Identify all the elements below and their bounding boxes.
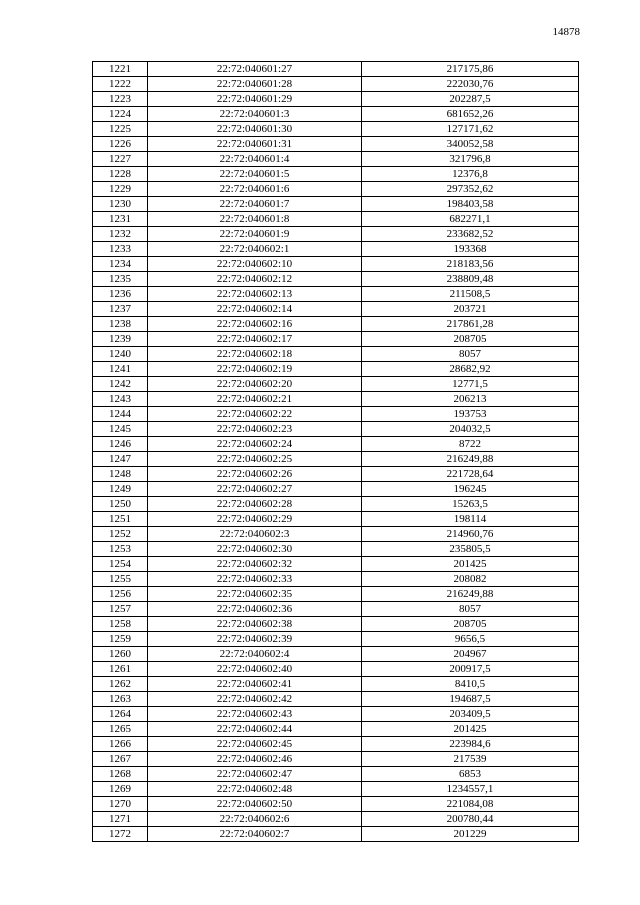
row-number-cell: 1255 (93, 572, 148, 587)
cadastral-value-cell: 200917,5 (362, 662, 579, 677)
cadastral-number-cell: 22:72:040602:50 (148, 797, 362, 812)
table-body (93, 62, 579, 842)
table-row (93, 392, 579, 407)
cadastral-number-cell: 22:72:040602:35 (148, 587, 362, 602)
row-number-cell: 1258 (93, 617, 148, 632)
row-number-cell: 1252 (93, 527, 148, 542)
row-number-cell: 1268 (93, 767, 148, 782)
cadastral-value-cell: 203721 (362, 302, 579, 317)
table-row (93, 317, 579, 332)
table-row (93, 782, 579, 797)
cadastral-value-cell: 196245 (362, 482, 579, 497)
table-row (93, 167, 579, 182)
row-number-cell: 1266 (93, 737, 148, 752)
table-row (93, 752, 579, 767)
cadastral-number-cell: 22:72:040602:33 (148, 572, 362, 587)
cadastral-number-cell: 22:72:040601:6 (148, 182, 362, 197)
cadastral-value-cell: 127171,62 (362, 122, 579, 137)
table-row (93, 197, 579, 212)
table-row (93, 677, 579, 692)
table-row (93, 257, 579, 272)
table-row (93, 182, 579, 197)
table-row (93, 707, 579, 722)
cadastral-number-cell: 22:72:040602:4 (148, 647, 362, 662)
row-number-cell: 1260 (93, 647, 148, 662)
row-number-cell: 1235 (93, 272, 148, 287)
cadastral-value-cell: 201425 (362, 722, 579, 737)
cadastral-value-cell: 235805,5 (362, 542, 579, 557)
cadastral-number-cell: 22:72:040602:23 (148, 422, 362, 437)
table-row (93, 212, 579, 227)
cadastral-number-cell: 22:72:040601:5 (148, 167, 362, 182)
table-row (93, 797, 579, 812)
row-number-cell: 1265 (93, 722, 148, 737)
cadastral-number-cell: 22:72:040601:9 (148, 227, 362, 242)
cadastral-number-cell: 22:72:040601:31 (148, 137, 362, 152)
cadastral-number-cell: 22:72:040602:40 (148, 662, 362, 677)
cadastral-value-cell: 221728,64 (362, 467, 579, 482)
row-number-cell: 1245 (93, 422, 148, 437)
cadastral-value-cell: 8722 (362, 437, 579, 452)
row-number-cell: 1269 (93, 782, 148, 797)
table-row (93, 332, 579, 347)
row-number-cell: 1247 (93, 452, 148, 467)
row-number-cell: 1223 (93, 92, 148, 107)
row-number-cell: 1251 (93, 512, 148, 527)
cadastral-value-cell: 193368 (362, 242, 579, 257)
table-row (93, 107, 579, 122)
row-number-cell: 1250 (93, 497, 148, 512)
cadastral-value-cell: 206213 (362, 392, 579, 407)
cadastral-value-cell: 200780,44 (362, 812, 579, 827)
cadastral-value-cell: 214960,76 (362, 527, 579, 542)
cadastral-value-cell: 682271,1 (362, 212, 579, 227)
cadastral-value-cell: 15263,5 (362, 497, 579, 512)
row-number-cell: 1240 (93, 347, 148, 362)
table-row (93, 362, 579, 377)
table-row (93, 827, 579, 842)
cadastral-value-cell: 297352,62 (362, 182, 579, 197)
row-number-cell: 1221 (93, 62, 148, 77)
cadastral-number-cell: 22:72:040601:29 (148, 92, 362, 107)
cadastral-number-cell: 22:72:040601:7 (148, 197, 362, 212)
cadastral-number-cell: 22:72:040602:41 (148, 677, 362, 692)
table-row (93, 422, 579, 437)
cadastral-value-cell: 198403,58 (362, 197, 579, 212)
row-number-cell: 1228 (93, 167, 148, 182)
table-row (93, 137, 579, 152)
table-row (93, 287, 579, 302)
cadastral-value-cell: 193753 (362, 407, 579, 422)
cadastral-value-cell: 201425 (362, 557, 579, 572)
cadastral-number-cell: 22:72:040602:14 (148, 302, 362, 317)
cadastral-number-cell: 22:72:040602:10 (148, 257, 362, 272)
cadastral-value-cell: 208705 (362, 332, 579, 347)
cadastral-number-cell: 22:72:040601:28 (148, 77, 362, 92)
cadastral-number-cell: 22:72:040602:12 (148, 272, 362, 287)
cadastral-number-cell: 22:72:040602:32 (148, 557, 362, 572)
cadastral-value-cell: 6853 (362, 767, 579, 782)
cadastral-number-cell: 22:72:040602:16 (148, 317, 362, 332)
cadastral-number-cell: 22:72:040602:38 (148, 617, 362, 632)
table-row (93, 722, 579, 737)
row-number-cell: 1231 (93, 212, 148, 227)
cadastral-number-cell: 22:72:040602:17 (148, 332, 362, 347)
table-row (93, 92, 579, 107)
row-number-cell: 1227 (93, 152, 148, 167)
row-number-cell: 1229 (93, 182, 148, 197)
cadastral-value-cell: 238809,48 (362, 272, 579, 287)
cadastral-value-cell: 202287,5 (362, 92, 579, 107)
cadastral-number-cell: 22:72:040602:1 (148, 242, 362, 257)
cadastral-number-cell: 22:72:040601:4 (148, 152, 362, 167)
cadastral-value-cell: 208705 (362, 617, 579, 632)
row-number-cell: 1267 (93, 752, 148, 767)
cadastral-value-cell: 681652,26 (362, 107, 579, 122)
cadastral-value-cell: 216249,88 (362, 587, 579, 602)
cadastral-value-cell: 12376,8 (362, 167, 579, 182)
cadastral-value-cell: 208082 (362, 572, 579, 587)
row-number-cell: 1270 (93, 797, 148, 812)
cadastral-number-cell: 22:72:040601:8 (148, 212, 362, 227)
table-row (93, 377, 579, 392)
table-row (93, 557, 579, 572)
row-number-cell: 1263 (93, 692, 148, 707)
cadastral-number-cell: 22:72:040602:26 (148, 467, 362, 482)
row-number-cell: 1264 (93, 707, 148, 722)
row-number-cell: 1230 (93, 197, 148, 212)
cadastral-value-cell: 204032,5 (362, 422, 579, 437)
cadastral-number-cell: 22:72:040602:21 (148, 392, 362, 407)
row-number-cell: 1259 (93, 632, 148, 647)
table-row (93, 602, 579, 617)
row-number-cell: 1253 (93, 542, 148, 557)
cadastral-value-cell: 217861,28 (362, 317, 579, 332)
row-number-cell: 1226 (93, 137, 148, 152)
cadastral-number-cell: 22:72:040602:36 (148, 602, 362, 617)
row-number-cell: 1244 (93, 407, 148, 422)
table-row (93, 272, 579, 287)
cadastral-number-cell: 22:72:040602:28 (148, 497, 362, 512)
cadastral-number-cell: 22:72:040602:43 (148, 707, 362, 722)
row-number-cell: 1257 (93, 602, 148, 617)
table-row (93, 122, 579, 137)
cadastral-number-cell: 22:72:040601:30 (148, 122, 362, 137)
cadastral-value-cell: 198114 (362, 512, 579, 527)
table-row (93, 467, 579, 482)
cadastral-value-cell: 8057 (362, 347, 579, 362)
cadastral-number-cell: 22:72:040602:44 (148, 722, 362, 737)
table-row (93, 572, 579, 587)
cadastral-value-cell: 216249,88 (362, 452, 579, 467)
cadastral-value-cell: 194687,5 (362, 692, 579, 707)
row-number-cell: 1249 (93, 482, 148, 497)
cadastral-value-cell: 203409,5 (362, 707, 579, 722)
table-row (93, 527, 579, 542)
row-number-cell: 1222 (93, 77, 148, 92)
table-row (93, 77, 579, 92)
row-number-cell: 1238 (93, 317, 148, 332)
row-number-cell: 1272 (93, 827, 148, 842)
cadastral-value-cell: 1234557,1 (362, 782, 579, 797)
table-row (93, 662, 579, 677)
cadastral-value-cell: 340052,58 (362, 137, 579, 152)
cadastral-number-cell: 22:72:040602:22 (148, 407, 362, 422)
cadastral-number-cell: 22:72:040602:19 (148, 362, 362, 377)
row-number-cell: 1246 (93, 437, 148, 452)
row-number-cell: 1239 (93, 332, 148, 347)
table-row (93, 242, 579, 257)
cadastral-number-cell: 22:72:040602:48 (148, 782, 362, 797)
row-number-cell: 1261 (93, 662, 148, 677)
table-row (93, 617, 579, 632)
row-number-cell: 1237 (93, 302, 148, 317)
cadastral-number-cell: 22:72:040602:7 (148, 827, 362, 842)
row-number-cell: 1254 (93, 557, 148, 572)
table-row (93, 542, 579, 557)
cadastral-number-cell: 22:72:040602:20 (148, 377, 362, 392)
table-row (93, 587, 579, 602)
table-row (93, 407, 579, 422)
table-row (93, 302, 579, 317)
cadastral-number-cell: 22:72:040602:3 (148, 527, 362, 542)
table-row (93, 632, 579, 647)
cadastral-value-cell: 321796,8 (362, 152, 579, 167)
cadastral-value-cell: 211508,5 (362, 287, 579, 302)
cadastral-number-cell: 22:72:040601:3 (148, 107, 362, 122)
page-number: 14878 (552, 26, 580, 38)
cadastral-value-cell: 218183,56 (362, 257, 579, 272)
cadastral-number-cell: 22:72:040601:27 (148, 62, 362, 77)
cadastral-value-cell: 217539 (362, 752, 579, 767)
cadastral-value-cell: 8057 (362, 602, 579, 617)
row-number-cell: 1241 (93, 362, 148, 377)
row-number-cell: 1236 (93, 287, 148, 302)
table-row (93, 227, 579, 242)
cadastral-value-cell: 221084,08 (362, 797, 579, 812)
table-row (93, 647, 579, 662)
table-row (93, 62, 579, 77)
table-row (93, 512, 579, 527)
row-number-cell: 1242 (93, 377, 148, 392)
row-number-cell: 1271 (93, 812, 148, 827)
cadastral-number-cell: 22:72:040602:42 (148, 692, 362, 707)
cadastral-number-cell: 22:72:040602:45 (148, 737, 362, 752)
cadastral-value-cell: 233682,52 (362, 227, 579, 242)
row-number-cell: 1248 (93, 467, 148, 482)
table-row (93, 737, 579, 752)
cadastral-number-cell: 22:72:040602:39 (148, 632, 362, 647)
cadastral-value-table (92, 61, 579, 842)
cadastral-number-cell: 22:72:040602:6 (148, 812, 362, 827)
cadastral-number-cell: 22:72:040602:47 (148, 767, 362, 782)
row-number-cell: 1232 (93, 227, 148, 242)
table-row (93, 347, 579, 362)
table-row (93, 767, 579, 782)
cadastral-value-cell: 201229 (362, 827, 579, 842)
table-row (93, 452, 579, 467)
cadastral-number-cell: 22:72:040602:13 (148, 287, 362, 302)
cadastral-number-cell: 22:72:040602:24 (148, 437, 362, 452)
table-row (93, 437, 579, 452)
row-number-cell: 1224 (93, 107, 148, 122)
cadastral-value-cell: 217175,86 (362, 62, 579, 77)
row-number-cell: 1234 (93, 257, 148, 272)
cadastral-number-cell: 22:72:040602:25 (148, 452, 362, 467)
table-row (93, 812, 579, 827)
table-row (93, 692, 579, 707)
cadastral-number-cell: 22:72:040602:27 (148, 482, 362, 497)
cadastral-value-cell: 9656,5 (362, 632, 579, 647)
cadastral-value-cell: 28682,92 (362, 362, 579, 377)
row-number-cell: 1225 (93, 122, 148, 137)
table-row (93, 482, 579, 497)
cadastral-value-cell: 222030,76 (362, 77, 579, 92)
cadastral-value-cell: 223984,6 (362, 737, 579, 752)
cadastral-value-cell: 204967 (362, 647, 579, 662)
row-number-cell: 1233 (93, 242, 148, 257)
row-number-cell: 1262 (93, 677, 148, 692)
cadastral-value-cell: 12771,5 (362, 377, 579, 392)
cadastral-number-cell: 22:72:040602:18 (148, 347, 362, 362)
row-number-cell: 1243 (93, 392, 148, 407)
table-row (93, 497, 579, 512)
cadastral-number-cell: 22:72:040602:30 (148, 542, 362, 557)
row-number-cell: 1256 (93, 587, 148, 602)
cadastral-number-cell: 22:72:040602:29 (148, 512, 362, 527)
table-row (93, 152, 579, 167)
cadastral-number-cell: 22:72:040602:46 (148, 752, 362, 767)
cadastral-value-cell: 8410,5 (362, 677, 579, 692)
